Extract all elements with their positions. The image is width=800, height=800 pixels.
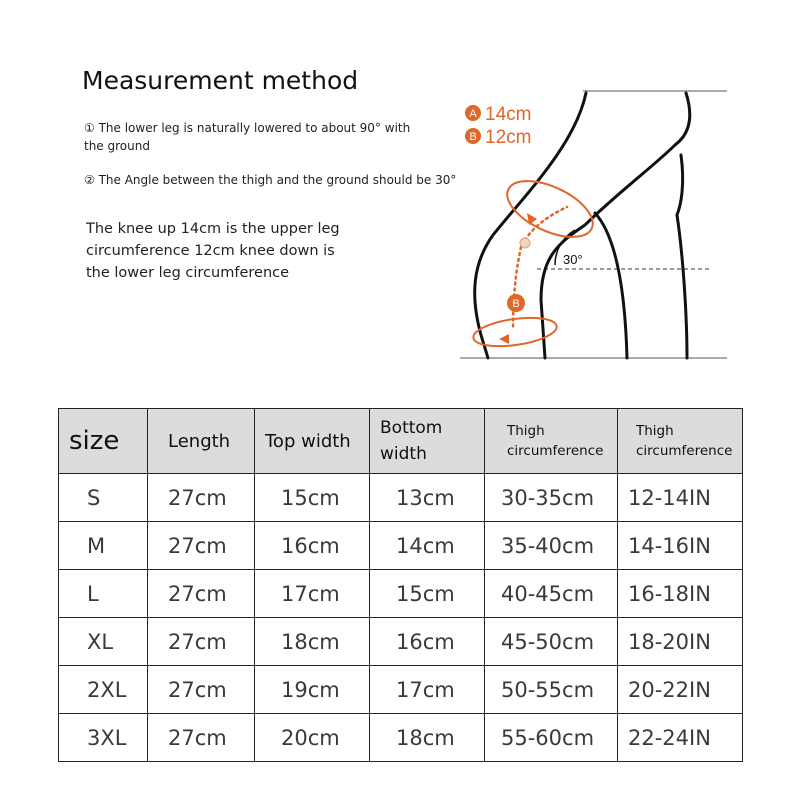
cell-thigh-in: 18-20IN xyxy=(618,618,743,666)
header-length: Length xyxy=(148,409,255,474)
cell-thigh-in: 14-16IN xyxy=(618,522,743,570)
cell-size: XL xyxy=(59,618,148,666)
cell-length: 27cm xyxy=(148,666,255,714)
cell-bottom-width: 15cm xyxy=(370,570,485,618)
cell-size: 3XL xyxy=(59,714,148,762)
cell-size: L xyxy=(59,570,148,618)
cell-thigh-in: 22-24IN xyxy=(618,714,743,762)
header-bottom-width-line1: Bottom xyxy=(380,418,443,438)
table-row xyxy=(59,570,743,618)
leg-outline-front xyxy=(541,93,690,358)
cell-size: 2XL xyxy=(59,666,148,714)
cell-bottom-width: 18cm xyxy=(370,714,485,762)
label-b-value: 12cm xyxy=(485,127,532,148)
cell-bottom-width: 16cm xyxy=(370,618,485,666)
arrow-left-icon xyxy=(499,334,509,344)
cell-thigh-in: 20-22IN xyxy=(618,666,743,714)
header-thigh-cm-line1: Thigh xyxy=(507,423,545,439)
cell-thigh-cm: 35-40cm xyxy=(485,522,618,570)
marker-b-letter: B xyxy=(512,298,520,310)
cell-thigh-cm: 55-60cm xyxy=(485,714,618,762)
thigh-circumference-ring xyxy=(499,170,601,249)
header-thigh-in-line2: circumference xyxy=(636,443,733,459)
label-b-letter: B xyxy=(469,131,477,143)
header-bottom-width xyxy=(370,409,485,474)
cell-thigh-cm: 30-35cm xyxy=(485,474,618,522)
table-row xyxy=(59,714,743,762)
cell-bottom-width: 13cm xyxy=(370,474,485,522)
cell-top-width: 20cm xyxy=(255,714,370,762)
header-top-width: Top width xyxy=(255,409,370,474)
measurement-note: The knee up 14cm is the upper leg circumference 12cm knee down is the lower leg circumference xyxy=(86,221,340,281)
cell-thigh-cm: 40-45cm xyxy=(485,570,618,618)
table-header-row xyxy=(59,409,743,474)
table-row xyxy=(59,522,743,570)
size-chart-table xyxy=(58,408,743,762)
header-thigh-circumference-in xyxy=(618,409,743,474)
cell-top-width: 19cm xyxy=(255,666,370,714)
cell-length: 27cm xyxy=(148,522,255,570)
angle-label: 30° xyxy=(563,252,583,267)
cell-thigh-in: 12-14IN xyxy=(618,474,743,522)
cell-top-width: 15cm xyxy=(255,474,370,522)
leg-outline-shin xyxy=(677,215,687,358)
table-row xyxy=(59,618,743,666)
cell-top-width: 17cm xyxy=(255,570,370,618)
cell-top-width: 18cm xyxy=(255,618,370,666)
cell-bottom-width: 17cm xyxy=(370,666,485,714)
table-row xyxy=(59,666,743,714)
table-row xyxy=(59,474,743,522)
measurement-step-1: ① The lower leg is naturally lowered to about 90° with the ground xyxy=(84,121,411,153)
header-bottom-width-line2: width xyxy=(380,444,427,464)
cell-thigh-cm: 45-50cm xyxy=(485,618,618,666)
measurement-step-2: ② The Angle between the thigh and the ground should be 30° xyxy=(84,173,457,187)
header-size: size xyxy=(59,409,148,474)
leg-outline-inner-calf xyxy=(595,213,627,358)
leg-outline-inner-upper xyxy=(677,155,683,215)
knee-point xyxy=(520,238,530,248)
cell-thigh-cm: 50-55cm xyxy=(485,666,618,714)
cell-length: 27cm xyxy=(148,474,255,522)
header-thigh-cm-line2: circumference xyxy=(507,443,604,459)
header-thigh-circumference-cm xyxy=(485,409,618,474)
leg-measurement-diagram xyxy=(455,85,745,370)
cell-bottom-width: 14cm xyxy=(370,522,485,570)
cell-size: S xyxy=(59,474,148,522)
header-thigh-in-line1: Thigh xyxy=(636,423,674,439)
cell-top-width: 16cm xyxy=(255,522,370,570)
cell-length: 27cm xyxy=(148,618,255,666)
cell-size: M xyxy=(59,522,148,570)
measurement-method-title: Measurement method xyxy=(82,66,359,95)
label-a-letter: A xyxy=(469,108,477,120)
cell-length: 27cm xyxy=(148,714,255,762)
cell-length: 27cm xyxy=(148,570,255,618)
label-a-value: 14cm xyxy=(485,104,532,125)
cell-thigh-in: 16-18IN xyxy=(618,570,743,618)
